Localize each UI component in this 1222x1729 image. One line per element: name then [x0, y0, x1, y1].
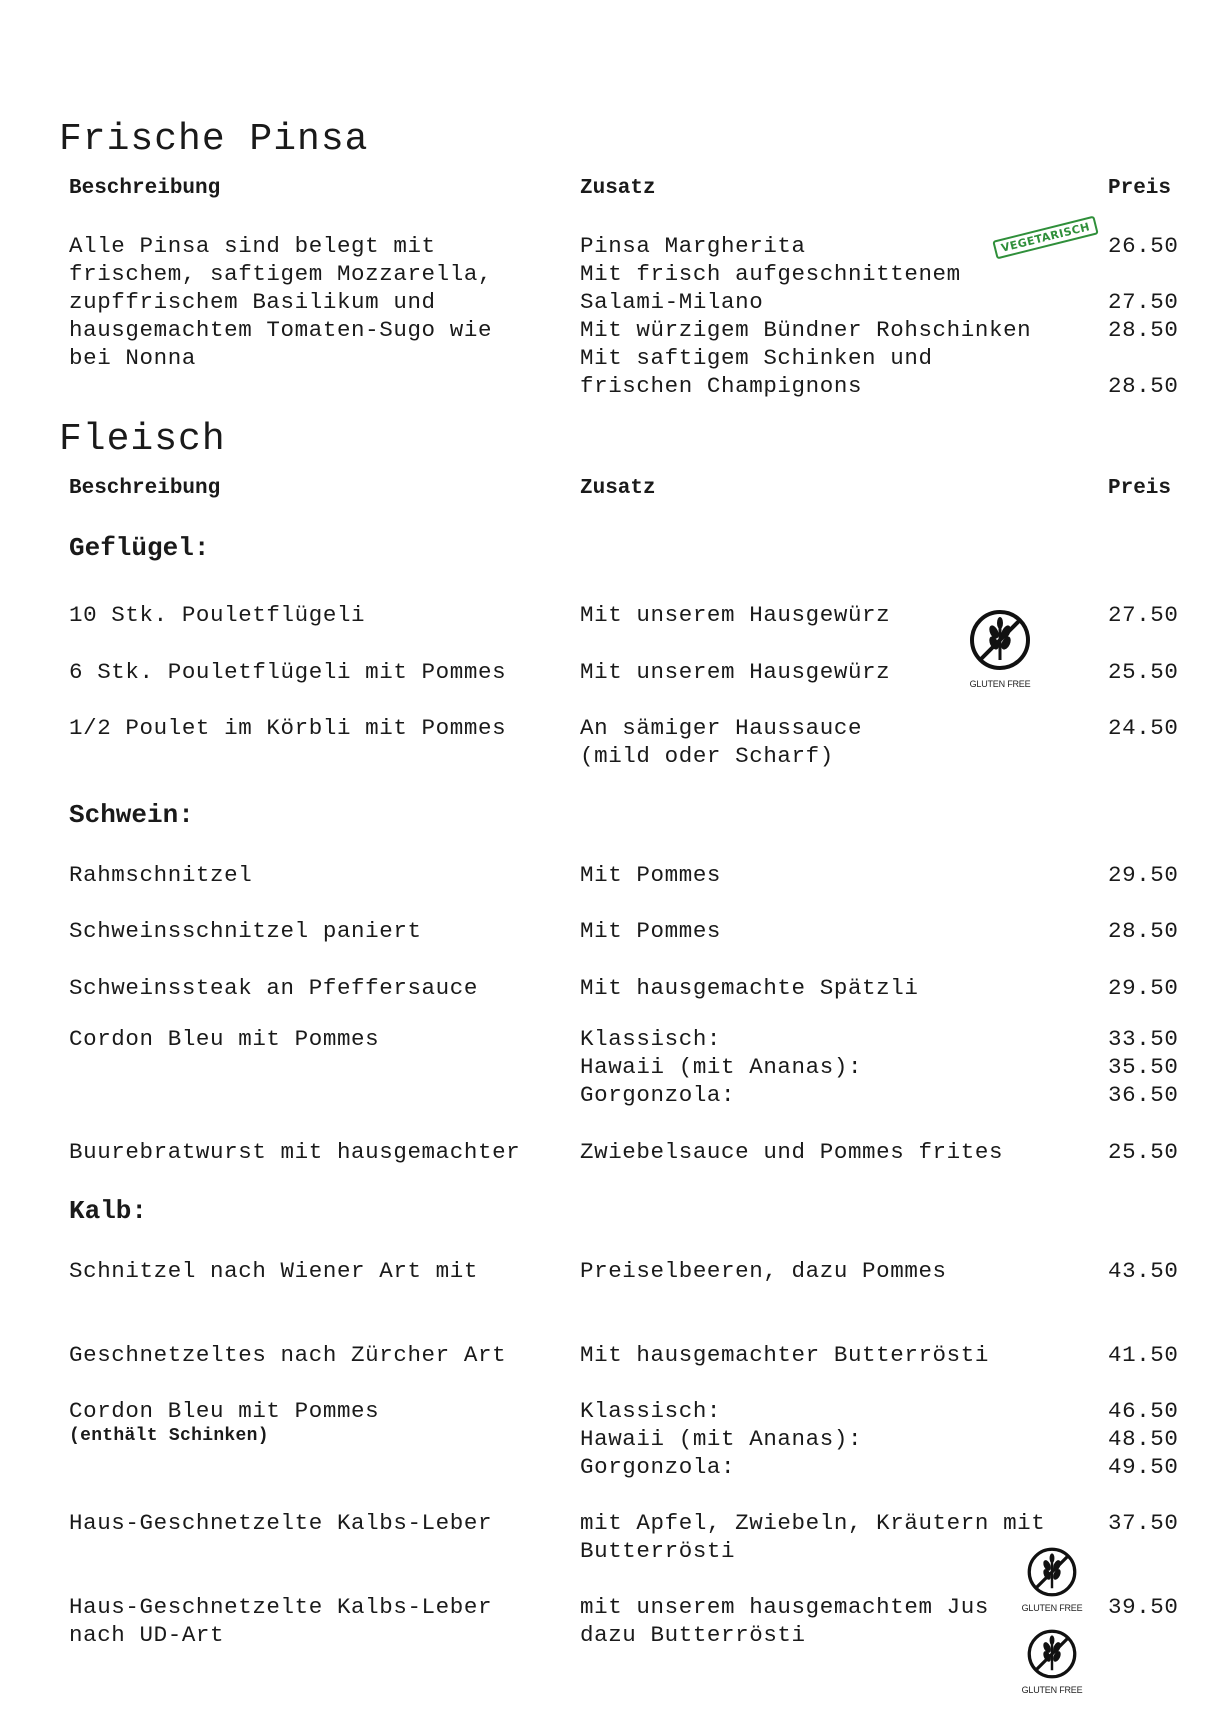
price: 27.50	[1108, 602, 1179, 628]
text-line: Klassisch:	[580, 1398, 722, 1424]
price: 48.50	[1108, 1426, 1179, 1452]
col-header-extra: Zusatz	[580, 177, 656, 200]
category-title-gefluegel: Geflügel:	[69, 533, 210, 563]
text-line: An sämiger Haussauce	[580, 715, 863, 741]
col-header-price: Preis	[1108, 177, 1172, 200]
price: 29.50	[1108, 862, 1179, 888]
text-line: Hawaii (mit Ananas):	[580, 1054, 863, 1080]
pinsa-description	[69, 232, 492, 372]
text-line: Mit würzigem Bündner Rohschinken	[580, 317, 1032, 343]
price: 39.50	[1108, 1594, 1179, 1620]
dish-name: Geschnetzeltes nach Zürcher Art	[69, 1342, 507, 1368]
text-line: Salami-Milano	[580, 289, 764, 315]
wheat-crossed-icon	[1026, 1546, 1078, 1598]
price-list	[1108, 1397, 1179, 1481]
price: 28.50	[1108, 317, 1179, 343]
dish-name: Cordon Bleu mit Pommes	[69, 1026, 380, 1052]
section-title-fleisch: Fleisch	[59, 418, 226, 461]
price: 33.50	[1108, 1026, 1179, 1052]
price: 37.50	[1108, 1510, 1179, 1536]
price: 41.50	[1108, 1342, 1179, 1368]
text-line: Haus-Geschnetzelte Kalbs-Leber	[69, 1594, 493, 1620]
wheat-crossed-icon	[968, 608, 1032, 672]
section-title-pinsa: Frische Pinsa	[59, 118, 369, 161]
dish-extra	[580, 714, 862, 770]
col-header-extra: Zusatz	[580, 477, 656, 500]
gluten-free-label: GLUTEN FREE	[1021, 1603, 1083, 1613]
dish-name: Rahmschnitzel	[69, 862, 253, 888]
dish-name: Cordon Bleu mit Pommes	[69, 1398, 380, 1424]
price: 27.50	[1108, 289, 1179, 315]
dish-extra: Mit Pommes	[580, 862, 722, 888]
text-line: Mit saftigem Schinken und	[580, 345, 933, 371]
gluten-free-icon	[1016, 1628, 1088, 1695]
text-line: Hawaii (mit Ananas):	[580, 1426, 863, 1452]
price-list	[1108, 1025, 1179, 1109]
gluten-free-label: GLUTEN FREE	[969, 679, 1031, 689]
dish-extra: Mit hausgemachter Butterrösti	[580, 1342, 989, 1368]
category-title-kalb: Kalb:	[69, 1196, 148, 1226]
text-line: hausgemachtem Tomaten-Sugo wie	[69, 317, 493, 343]
text-line: dazu Butterrösti	[580, 1622, 806, 1648]
pinsa-variants	[580, 232, 1031, 400]
text-line: zupffrischem Basilikum und	[69, 289, 436, 315]
price: 26.50	[1108, 233, 1179, 259]
price: 25.50	[1108, 659, 1179, 685]
dish-extra: Mit unserem Hausgewürz	[580, 602, 891, 628]
text-line: nach UD-Art	[69, 1622, 225, 1648]
price: 35.50	[1108, 1054, 1179, 1080]
dish-name: 1/2 Poulet im Körbli mit Pommes	[69, 715, 507, 741]
gluten-free-icon	[962, 608, 1038, 689]
col-header-description: Beschreibung	[69, 477, 221, 500]
dish-name	[69, 1593, 492, 1649]
price: 28.50	[1108, 373, 1179, 399]
dish-extra: Zwiebelsauce und Pommes frites	[580, 1139, 1004, 1165]
text-line: Butterrösti	[580, 1538, 736, 1564]
dish-name: Schweinssteak an Pfeffersauce	[69, 975, 478, 1001]
text-line: Alle Pinsa sind belegt mit	[69, 233, 436, 259]
text-line: Mit frisch aufgeschnittenem	[580, 261, 961, 287]
dish-name: Schnitzel nach Wiener Art mit	[69, 1258, 478, 1284]
dish-extra: Preiselbeeren, dazu Pommes	[580, 1258, 947, 1284]
vegetarian-badge-icon: VEGETARISCH	[992, 216, 1098, 260]
dish-name: Schweinsschnitzel paniert	[69, 918, 422, 944]
gluten-free-label: GLUTEN FREE	[1021, 1685, 1083, 1695]
price: 43.50	[1108, 1258, 1179, 1284]
category-title-schwein: Schwein:	[69, 800, 194, 830]
dish-name: 10 Stk. Pouletflügeli	[69, 602, 366, 628]
dish-variants	[580, 1397, 862, 1481]
gluten-free-icon	[1016, 1546, 1088, 1613]
price: 24.50	[1108, 715, 1179, 741]
col-header-description: Beschreibung	[69, 177, 221, 200]
text-line: mit unserem hausgemachtem Jus	[580, 1594, 989, 1620]
text-line: bei Nonna	[69, 345, 196, 371]
text-line: mit Apfel, Zwiebeln, Kräutern mit	[580, 1510, 1046, 1536]
dish-extra: Mit hausgemachte Spätzli	[580, 975, 919, 1001]
dish-name: Haus-Geschnetzelte Kalbs-Leber	[69, 1510, 493, 1536]
text-line: Gorgonzola:	[580, 1082, 736, 1108]
text-line: frischen Champignons	[580, 373, 863, 399]
price: 46.50	[1108, 1398, 1179, 1424]
price: 36.50	[1108, 1082, 1179, 1108]
price: 49.50	[1108, 1454, 1179, 1480]
text-line: Klassisch:	[580, 1026, 722, 1052]
dish-extra: Mit unserem Hausgewürz	[580, 659, 891, 685]
text-line: frischem, saftigem Mozzarella,	[69, 261, 493, 287]
dish-extra	[580, 1509, 1045, 1565]
text-line: Gorgonzola:	[580, 1454, 736, 1480]
dish-extra: Mit Pommes	[580, 918, 722, 944]
dish-name: 6 Stk. Pouletflügeli mit Pommes	[69, 659, 507, 685]
text-line: (mild oder Scharf)	[580, 743, 834, 769]
dish-extra	[580, 1593, 989, 1649]
col-header-price: Preis	[1108, 477, 1172, 500]
price: 29.50	[1108, 975, 1179, 1001]
dish-variants	[580, 1025, 862, 1109]
wheat-crossed-icon	[1026, 1628, 1078, 1680]
dish-name: Buurebratwurst mit hausgemachter	[69, 1139, 521, 1165]
price: 28.50	[1108, 918, 1179, 944]
price: 25.50	[1108, 1139, 1179, 1165]
dish-note: (enthält Schinken)	[69, 1426, 269, 1446]
text-line: Pinsa Margherita	[580, 233, 806, 259]
